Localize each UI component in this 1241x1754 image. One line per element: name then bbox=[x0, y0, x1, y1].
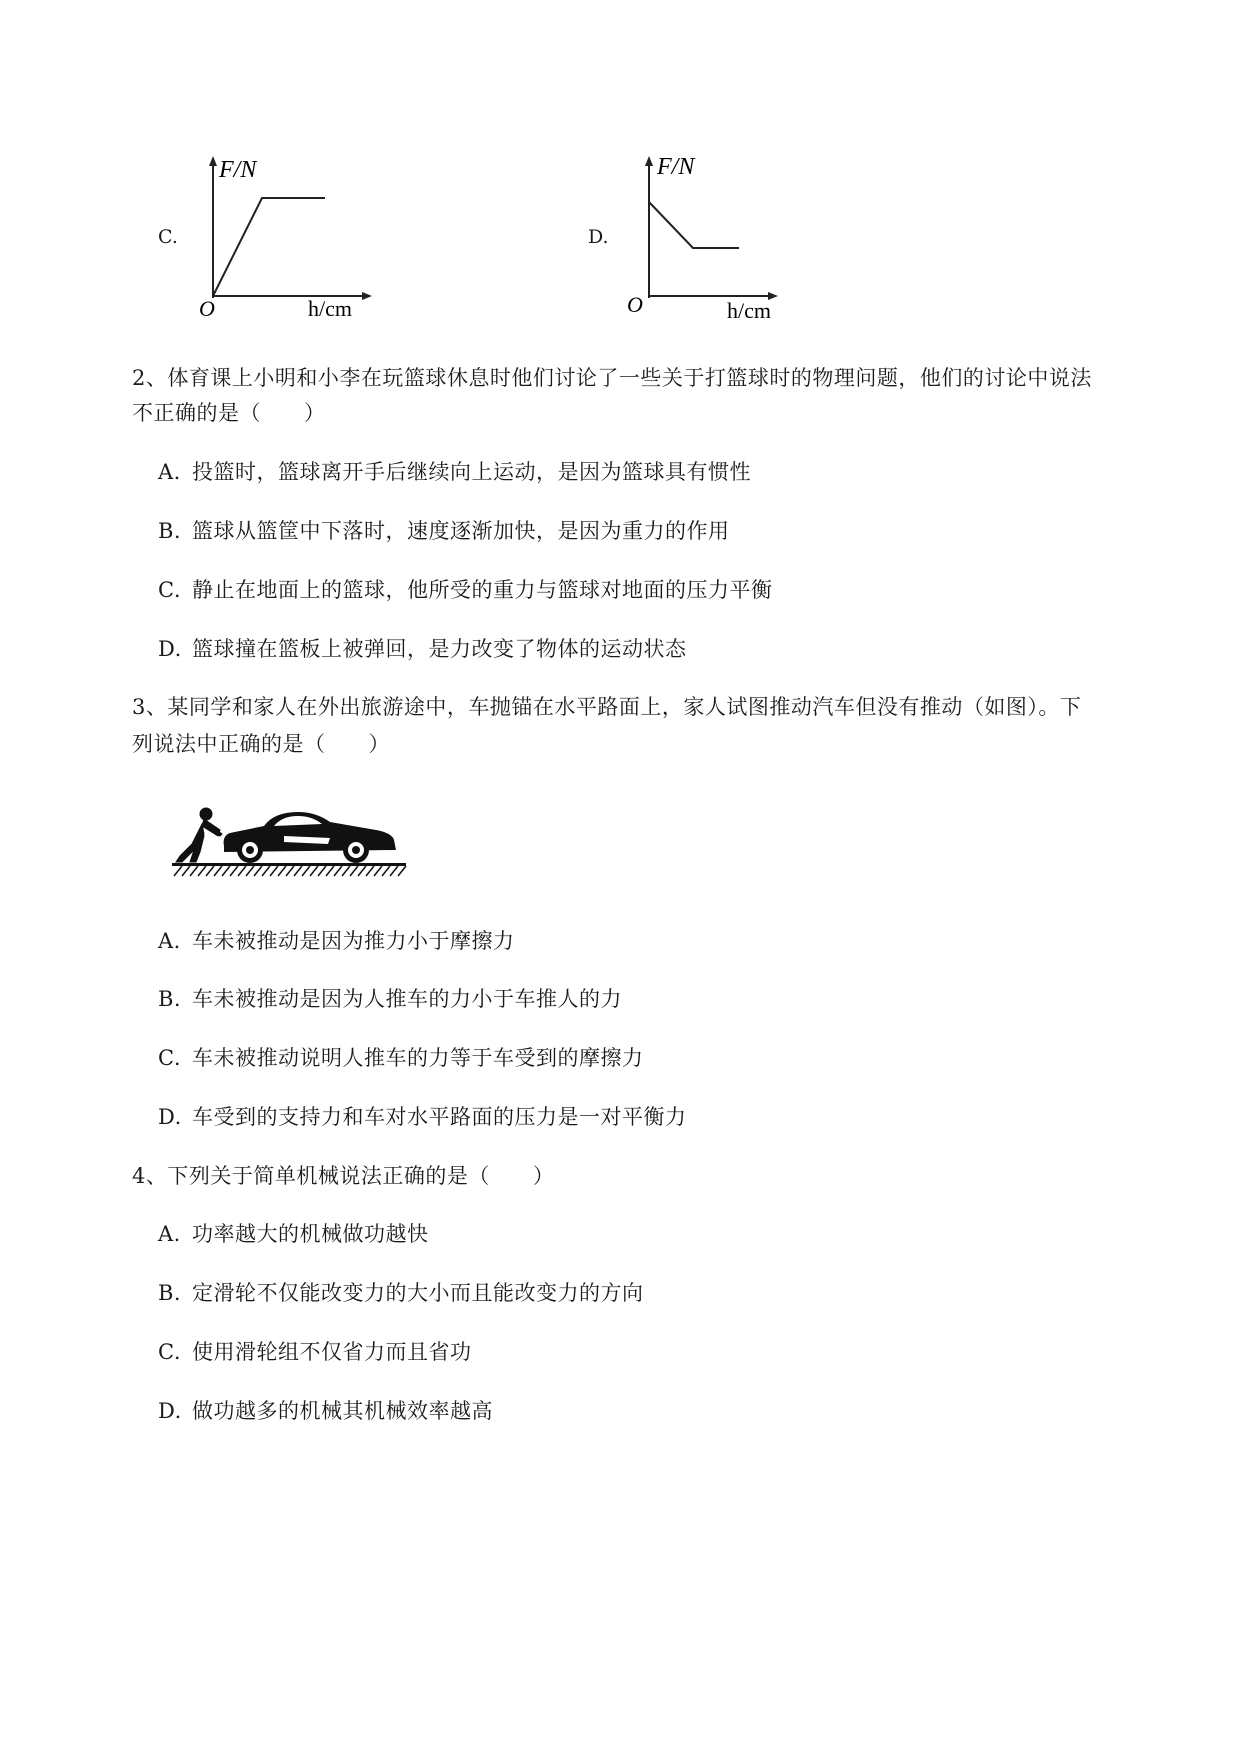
q3-option-a[interactable] bbox=[158, 926, 515, 956]
graph-c-curve bbox=[213, 198, 325, 296]
graph-c-y-label: F/N bbox=[219, 157, 257, 183]
graph-d-option-label: D. bbox=[588, 226, 609, 248]
q2-option-a-letter: A. bbox=[158, 460, 181, 484]
q2-option-b-letter: B. bbox=[158, 519, 182, 543]
q4-option-b-text: 定滑轮不仅能改变力的大小而且能改变力的方向 bbox=[192, 1281, 644, 1305]
q2-stem-line1: 2、体育课上小明和小李在玩篮球休息时他们讨论了一些关于打篮球时的物理问题，他们的讨论中说法 bbox=[132, 366, 1092, 390]
q3-stem-line2: 列说法中正确的是（ ） bbox=[132, 732, 390, 756]
q3-option-a-letter: A. bbox=[158, 929, 181, 953]
graph-d-y-label: F/N bbox=[657, 154, 695, 180]
graph-c-x-arrow bbox=[362, 292, 372, 300]
q4-option-c-text: 使用滑轮组不仅省力而且省功 bbox=[192, 1340, 472, 1364]
q3-option-b-letter: B. bbox=[158, 987, 182, 1011]
q2-option-d-letter: D. bbox=[158, 637, 182, 661]
q2-option-d-text: 篮球撞在篮板上被弹回，是力改变了物体的运动状态 bbox=[192, 637, 687, 661]
q3-option-b-text: 车未被推动是因为人推车的力小于车推人的力 bbox=[192, 987, 622, 1011]
q2-option-a[interactable] bbox=[158, 457, 751, 487]
q3-option-b[interactable] bbox=[158, 984, 622, 1014]
graph-c-option-label: C. bbox=[158, 226, 178, 248]
q4-option-a-text: 功率越大的机械做功越快 bbox=[192, 1222, 429, 1246]
q4-option-c-letter: C. bbox=[158, 1340, 181, 1364]
graph-c bbox=[190, 150, 380, 325]
q4-option-b-letter: B. bbox=[158, 1281, 182, 1305]
q2-option-c[interactable] bbox=[158, 575, 773, 605]
graph-d-x-label: h/cm bbox=[727, 298, 771, 323]
q2-option-a-text: 投篮时，篮球离开手后继续向上运动，是因为篮球具有惯性 bbox=[192, 460, 751, 484]
q4-option-c[interactable] bbox=[158, 1337, 472, 1367]
graph-d-curve bbox=[649, 202, 739, 248]
person-pushing-car-illustration bbox=[170, 800, 410, 880]
q3-option-d-text: 车受到的支持力和车对水平路面的压力是一对平衡力 bbox=[192, 1105, 687, 1129]
q3-option-c-letter: C. bbox=[158, 1046, 181, 1070]
car-wheel-rear bbox=[237, 837, 263, 863]
q2-stem-line2: 不正确的是（ ） bbox=[132, 401, 326, 425]
ground-hatching bbox=[174, 866, 406, 876]
graph-c-x-label: h/cm bbox=[308, 296, 352, 321]
q4-stem-line1: 4、下列关于简单机械说法正确的是（ ） bbox=[132, 1164, 555, 1188]
q2-option-b[interactable] bbox=[158, 516, 730, 546]
q3-option-c-text: 车未被推动说明人推车的力等于车受到的摩擦力 bbox=[192, 1046, 644, 1070]
q3-stem-line1: 3、某同学和家人在外出旅游途中，车抛锚在水平路面上，家人试图推动汽车但没有推动（如图）。下 bbox=[132, 695, 1082, 719]
q4-option-a-letter: A. bbox=[158, 1222, 181, 1246]
q2-option-c-letter: C. bbox=[158, 578, 181, 602]
q4-option-d-letter: D. bbox=[158, 1399, 182, 1423]
q4-option-d[interactable] bbox=[158, 1396, 493, 1426]
q4-option-b[interactable] bbox=[158, 1278, 644, 1308]
graph-d bbox=[625, 150, 795, 330]
person-silhouette bbox=[176, 808, 222, 862]
q4-option-a[interactable] bbox=[158, 1219, 429, 1249]
q2-option-b-text: 篮球从篮筐中下落时，速度逐渐加快，是因为重力的作用 bbox=[192, 519, 730, 543]
ground-line bbox=[172, 863, 406, 866]
graph-c-origin: O bbox=[199, 296, 215, 321]
graph-d-y-arrow bbox=[645, 156, 653, 166]
q3-option-d[interactable] bbox=[158, 1102, 687, 1132]
q2-option-c-text: 静止在地面上的篮球，他所受的重力与篮球对地面的压力平衡 bbox=[192, 578, 773, 602]
q3-option-d-letter: D. bbox=[158, 1105, 182, 1129]
graph-d-origin: O bbox=[627, 292, 643, 317]
q4-option-d-text: 做功越多的机械其机械效率越高 bbox=[192, 1399, 493, 1423]
graph-c-y-arrow bbox=[209, 156, 217, 166]
q3-option-a-text: 车未被推动是因为推力小于摩擦力 bbox=[192, 929, 515, 953]
q2-option-d[interactable] bbox=[158, 634, 687, 664]
car-wheel-front bbox=[343, 837, 369, 863]
q3-option-c[interactable] bbox=[158, 1043, 644, 1073]
